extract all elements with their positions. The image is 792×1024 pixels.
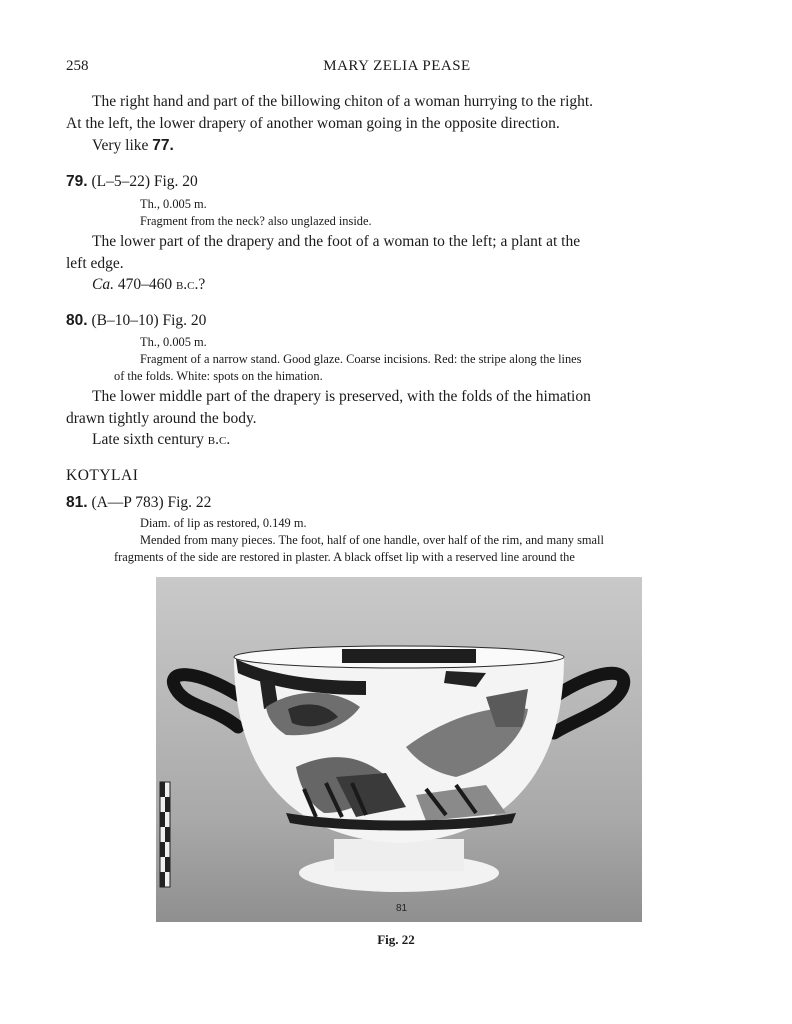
- entry-number: 81.: [66, 494, 88, 511]
- figure-photograph: [156, 577, 642, 922]
- date-era: b.c.: [175, 276, 199, 293]
- entry-80-note-1: Fragment of a narrow stand. Good glaze. Coarse incisions. Red: the stripe along the lines: [140, 352, 582, 366]
- section-heading: KOTYLAI: [66, 467, 139, 484]
- intro-line-2: At the left, the lower drapery of another woman going in the opposite direction.: [66, 115, 560, 132]
- entry-81-diameter: Diam. of lip as restored, 0.149 m.: [140, 516, 307, 530]
- entry-79-desc-1: The lower part of the drapery and the foot of a woman to the left; a plant at the: [92, 233, 581, 250]
- scale-bar: [160, 782, 170, 887]
- entry-catalog-ref: (B–10–10) Fig. 20: [91, 312, 207, 329]
- date-query: ?: [198, 276, 206, 293]
- inventory-label: 81: [396, 903, 408, 914]
- intro-line-3-text: Very like: [92, 137, 153, 154]
- date-range: 470–460: [113, 276, 176, 293]
- entry-number: 79.: [66, 173, 88, 190]
- entry-80-desc-2: drawn tightly around the body.: [66, 410, 257, 427]
- entry-80-thickness: Th., 0.005 m.: [140, 335, 207, 349]
- entry-80-date: [92, 429, 230, 451]
- running-head: [66, 58, 728, 78]
- entry-81-note-1: Mended from many pieces. The foot, half of one handle, over half of the rim, and many small: [140, 533, 604, 547]
- entry-79-date: [92, 274, 205, 296]
- entry-number: 80.: [66, 312, 88, 329]
- entry-catalog-ref: (A—P 783) Fig. 22: [91, 494, 212, 511]
- intro-line-3: [92, 135, 174, 157]
- entry-80-note-2: of the folds. White: spots on the himation.: [114, 369, 323, 383]
- figure-caption: Fig. 22: [377, 932, 415, 947]
- entry-81-note-2: fragments of the side are restored in plaster. A black offset lip with a reserved line around the: [114, 550, 575, 564]
- intro-line-1: The right hand and part of the billowing chiton of a woman hurrying to the right.: [92, 93, 594, 110]
- date-text: Late sixth century: [92, 431, 208, 448]
- entry-79-thickness: Th., 0.005 m.: [140, 197, 207, 211]
- running-title: MARY ZELIA PEASE: [323, 58, 471, 74]
- entry-79-heading: [66, 171, 198, 193]
- date-circa: Ca.: [92, 276, 114, 293]
- kotyle-image: [156, 577, 642, 922]
- date-era: b.c.: [207, 431, 231, 448]
- entry-79-note: Fragment from the neck? also unglazed inside.: [140, 214, 372, 228]
- entry-81-heading: [66, 492, 211, 514]
- cross-reference: 77.: [152, 137, 174, 154]
- entry-79-desc-2: left edge.: [66, 255, 124, 272]
- page-number: 258: [66, 58, 89, 74]
- entry-80-desc-1: The lower middle part of the drapery is preserved, with the folds of the himation: [92, 388, 591, 405]
- entry-catalog-ref: (L–5–22) Fig. 20: [91, 173, 198, 190]
- entry-80-heading: [66, 310, 206, 332]
